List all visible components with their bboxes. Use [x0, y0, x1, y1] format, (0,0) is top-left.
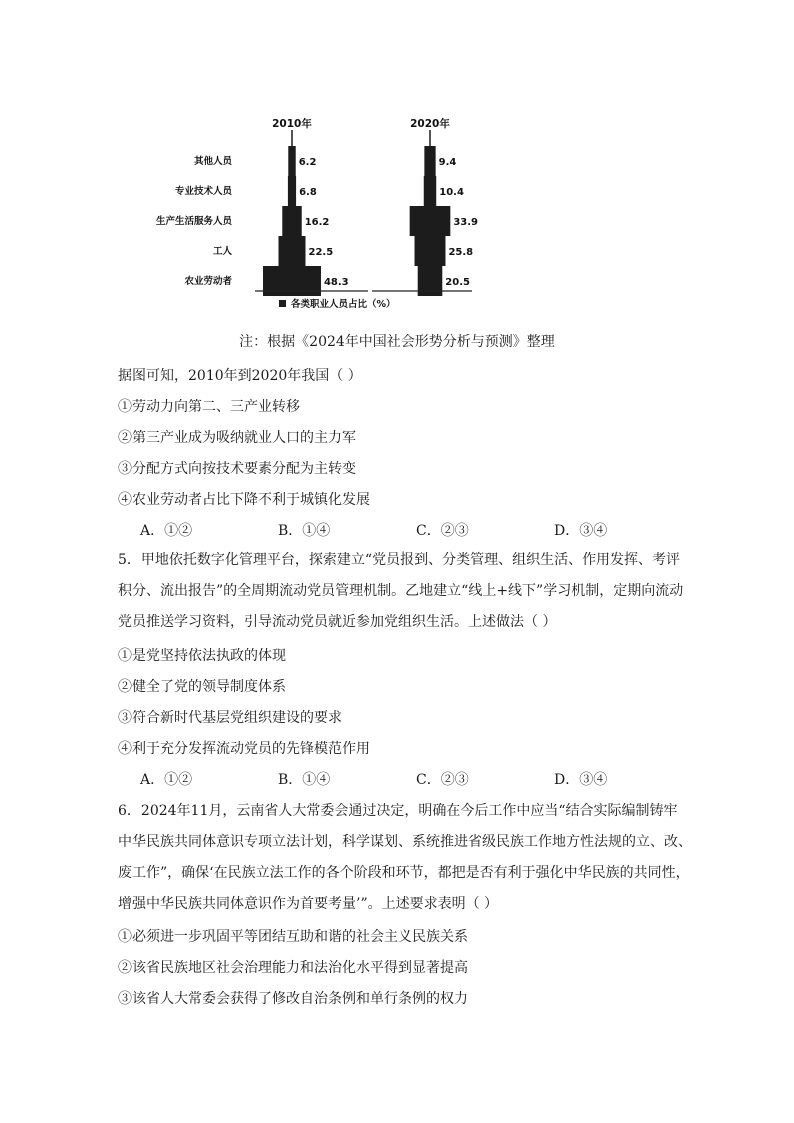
category-label: 其他人员 — [193, 156, 232, 167]
q4-option-d[interactable]: D．③④ — [554, 523, 608, 539]
q6-item-2: ②该省民族地区社会治理能力和法治化水平得到显著提高 — [118, 960, 468, 976]
bar-2020 — [424, 146, 435, 176]
chart-title-2020: 2020年 — [410, 118, 450, 130]
bar-2010 — [282, 206, 301, 236]
value-label-2020: 10.4 — [439, 187, 464, 198]
q4-option-b[interactable]: B．①④ — [278, 523, 331, 539]
value-label-2010: 6.2 — [298, 157, 317, 168]
q4-options — [140, 520, 692, 540]
pyramid-svg — [150, 110, 490, 325]
bar-2020 — [410, 206, 451, 236]
q6-stem-line-2: 中华民族共同体意识专项立法计划，科学谋划、系统推进省级民族工作地方性法规的立、改、 — [118, 834, 692, 850]
legend-swatch — [279, 300, 286, 307]
bar-2020 — [415, 236, 446, 266]
value-label-2010: 16.2 — [304, 217, 330, 228]
q6-stem-line-4: 增强中华民族共同体意识作为首要考量’”。上述要求表明（ ） — [118, 896, 499, 912]
q4-option-c[interactable]: C．②③ — [416, 523, 469, 539]
q5-item-1: ①是党坚持依法执政的体现 — [118, 648, 286, 664]
q5-stem-line-1: 5．甲地依托数字化管理平台，探索建立“党员报到、分类管理、组织生活、作用发挥、考评 — [118, 552, 681, 568]
value-label-2010: 48.3 — [323, 277, 349, 288]
value-label-2020: 25.8 — [448, 247, 474, 258]
value-label-2010: 22.5 — [308, 247, 334, 258]
chart-title-2010: 2010年 — [272, 118, 312, 130]
category-label: 工人 — [212, 246, 232, 257]
bar-2010 — [288, 146, 295, 176]
bar-2010 — [288, 176, 296, 206]
q4-option-a[interactable]: A．①② — [140, 523, 193, 539]
category-label: 生产生活服务人员 — [155, 216, 232, 227]
q5-option-a[interactable]: A．①② — [140, 772, 193, 788]
chart-source-note: 注：根据《2024年中国社会形势分析与预测》整理 — [239, 334, 555, 350]
q5-option-b[interactable]: B．①④ — [278, 772, 331, 788]
q5-option-c[interactable]: C．②③ — [416, 772, 469, 788]
value-label-2010: 6.8 — [299, 187, 317, 198]
category-label: 农业劳动者 — [184, 276, 232, 287]
bar-2020 — [424, 176, 436, 206]
q5-item-3: ③符合新时代基层党组织建设的要求 — [118, 710, 342, 726]
q5-stem-line-3: 党员推送学习资料，引导流动党员就近参加党组织生活。上述做法（ ） — [118, 614, 557, 630]
q5-options — [140, 769, 692, 789]
occupation-pyramid-chart — [150, 110, 490, 325]
q4-item-3: ③分配方式向按技术要素分配为主转变 — [118, 461, 356, 477]
q6-stem-line-3: 废工作”，确保‘在民族立法工作的各个阶段和环节，都把是否有利于强化中华民族的共同性， — [118, 865, 690, 881]
q6-stem — [118, 796, 692, 920]
q6-item-1: ①必须进一步巩固平等团结互助和谐的社会主义民族关系 — [118, 929, 468, 945]
q4-stem: 据图可知，2010年到2020年我国（ ） — [118, 368, 362, 384]
q4-item-1: ①劳动力向第二、三产业转移 — [118, 399, 300, 415]
q5-stem — [118, 545, 684, 638]
q6-item-3: ③该省人大常委会获得了修改自治条例和单行条例的权力 — [118, 991, 468, 1007]
value-label-2020: 9.4 — [438, 157, 457, 168]
bar-2010 — [279, 236, 306, 266]
q5-stem-line-2: 积分、流出报告”的全周期流动党员管理机制。乙地建立“线上+线下”学习机制，定期向流动 — [118, 583, 684, 599]
legend-label: 各类职业人员占比（%） — [291, 299, 396, 310]
q5-item-2: ②健全了党的领导制度体系 — [118, 679, 286, 695]
value-label-2020: 20.5 — [445, 277, 470, 288]
q5-option-d[interactable]: D．③④ — [554, 772, 608, 788]
q4-item-4: ④农业劳动者占比下降不利于城镇化发展 — [118, 492, 370, 508]
category-label: 专业技术人员 — [174, 186, 232, 197]
q6-stem-line-1: 6．2024年11月，云南省人大常委会通过决定，明确在今后工作中应当“结合实际编制铸牢 — [118, 803, 678, 819]
value-label-2020: 33.9 — [453, 217, 479, 228]
q5-item-4: ④利于充分发挥流动党员的先锋模范作用 — [118, 741, 370, 757]
q4-item-2: ②第三产业成为吸纳就业人口的主力军 — [118, 430, 356, 446]
